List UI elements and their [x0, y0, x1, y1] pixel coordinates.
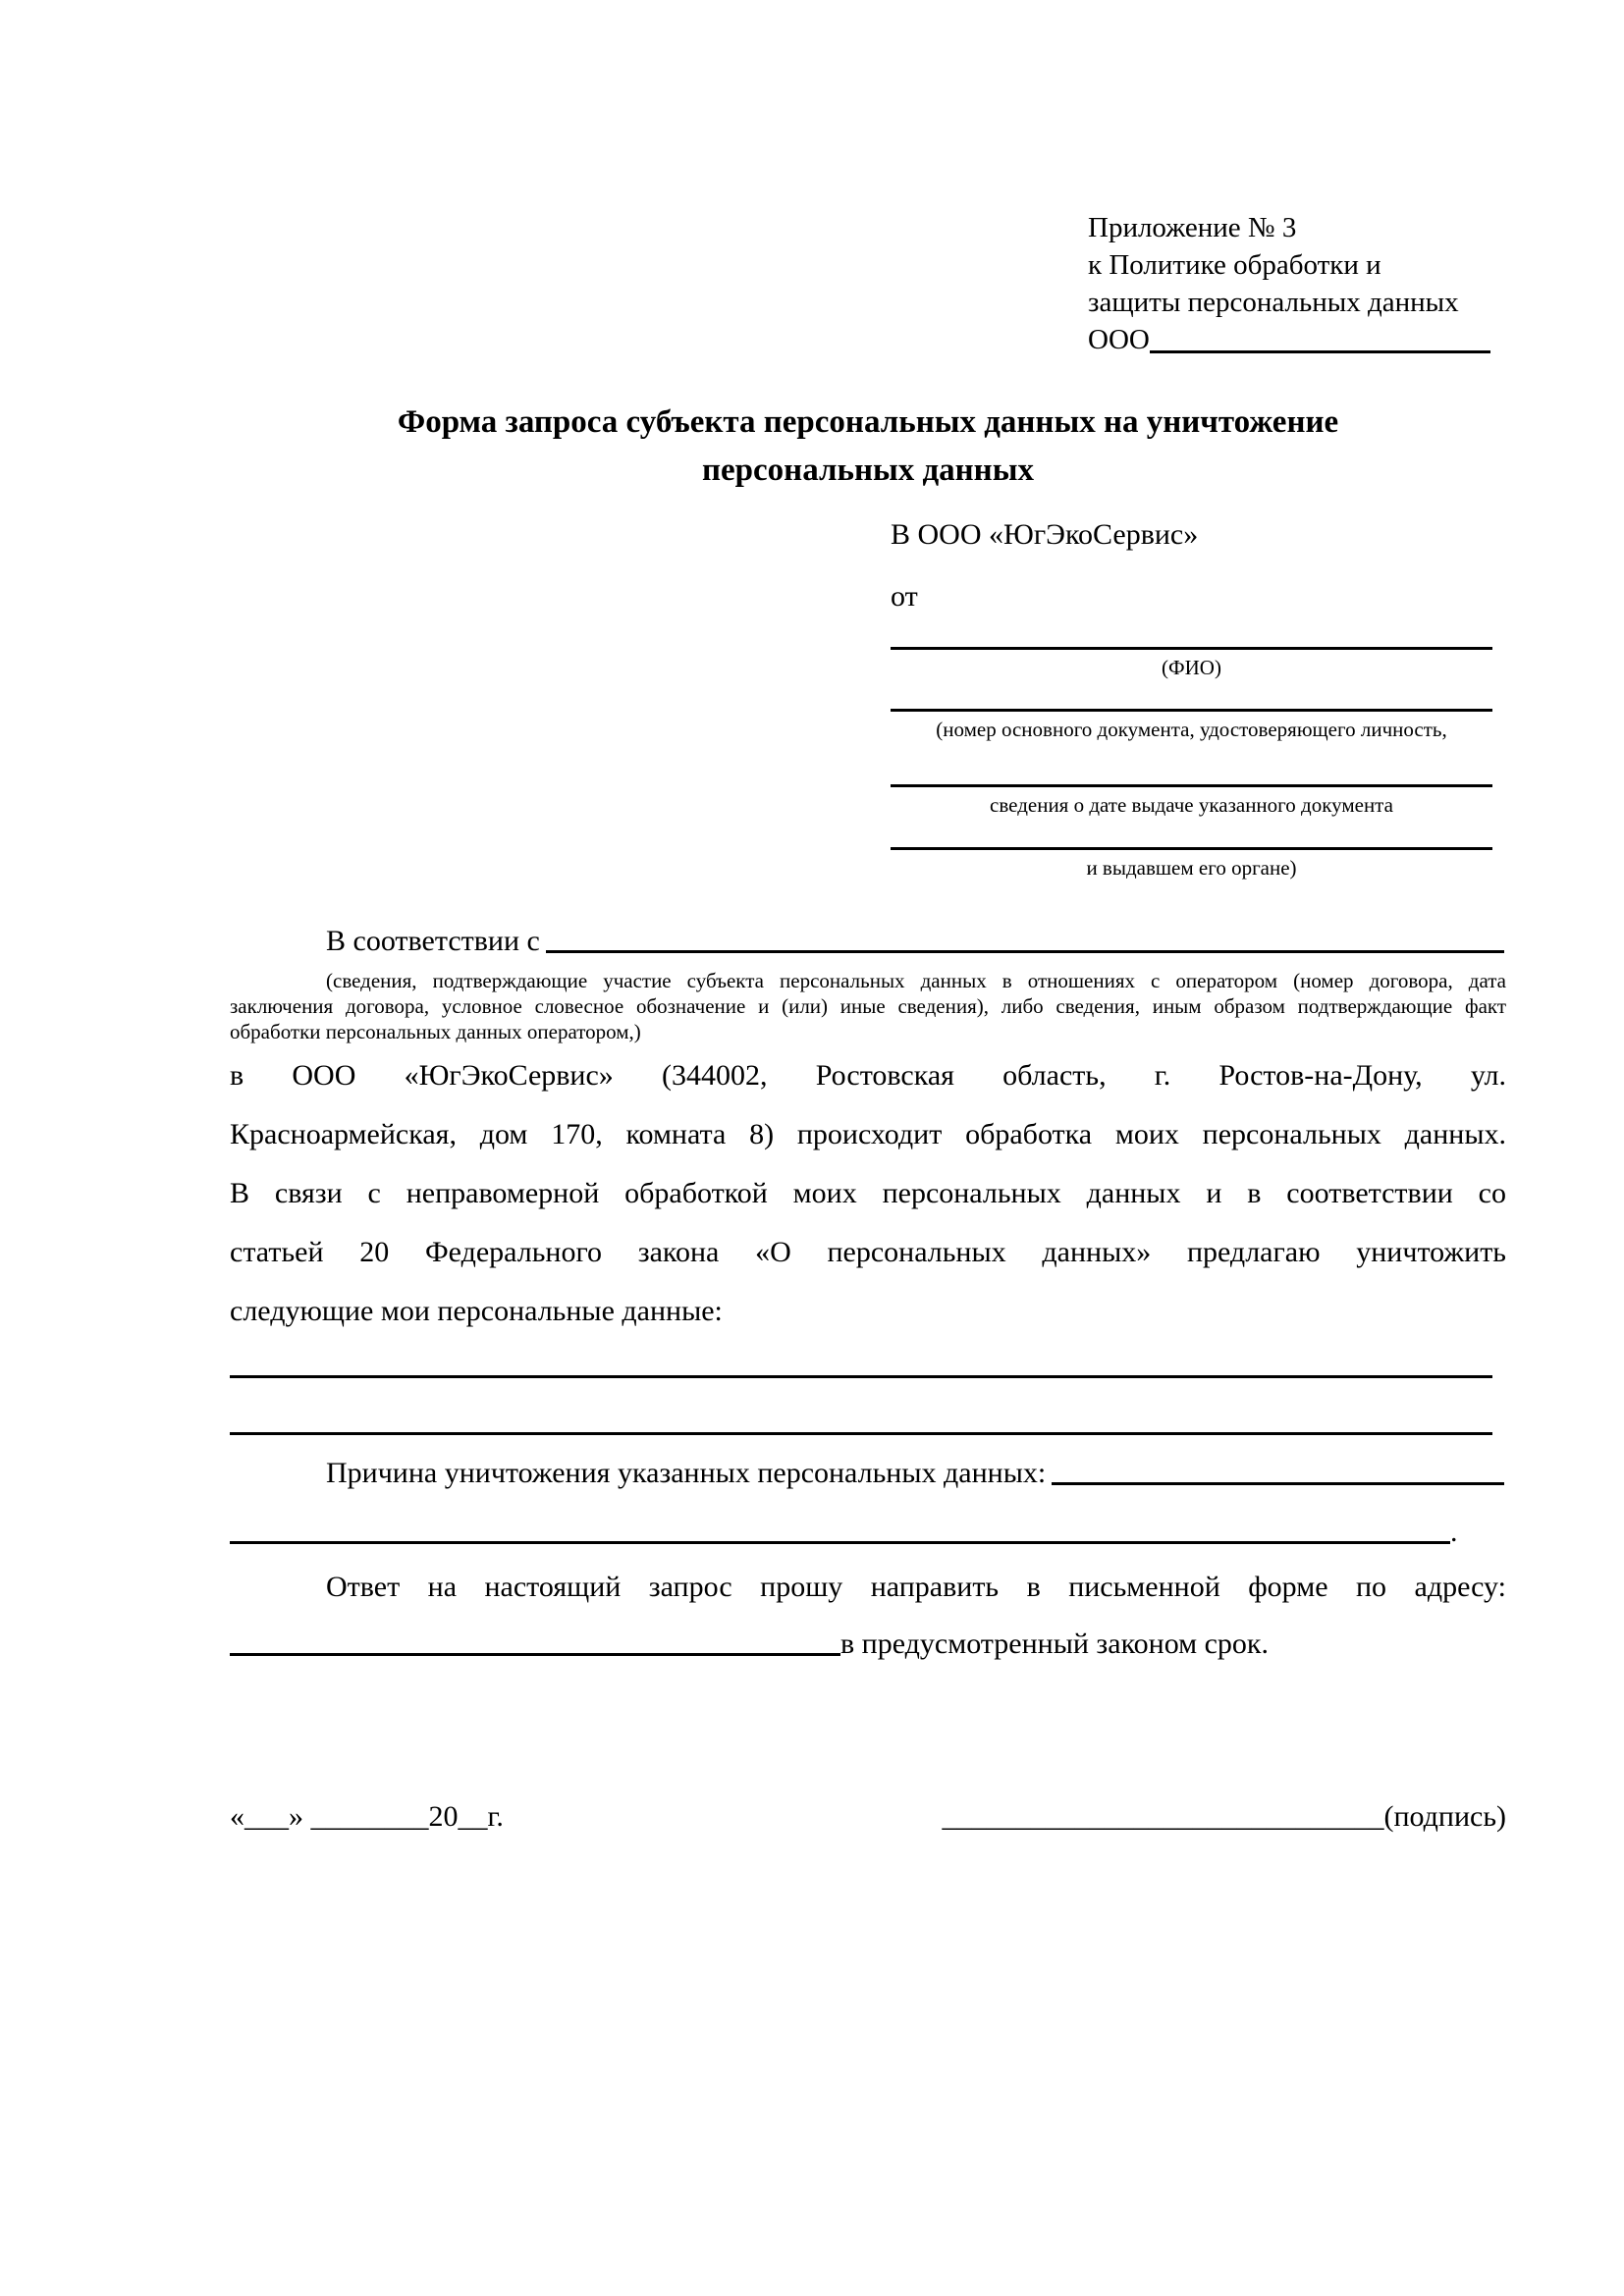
reason-row [230, 1457, 1504, 1490]
body-paragraph [230, 1046, 1506, 1341]
reason-continuation-line [230, 1541, 1450, 1544]
accordance-lead: В соответствии с [326, 925, 540, 957]
accordance-row [230, 925, 1504, 958]
signature-blank-line: ______________________________ [942, 1800, 1384, 1833]
form-caption-issuing-authority: и выдавшем его органе) [1086, 856, 1297, 880]
body-line-5: следующие мои персональные данные: [230, 1295, 723, 1327]
appendix-ooo-row [1088, 321, 1490, 358]
page-title-line-2: персональных данных [702, 453, 1034, 488]
accordance-note [230, 968, 1506, 1044]
recipient-company: В ООО «ЮгЭкоСервис» [891, 518, 1199, 551]
form-line-issuing-authority [891, 847, 1492, 850]
reply-request-suffix: в предусмотренный законом срок. [840, 1628, 1269, 1660]
data-blank-line-1 [230, 1375, 1492, 1378]
form-line-fio [891, 647, 1492, 650]
form-caption-document-number: (номер основного документа, удостоверяющего личность, [936, 718, 1447, 741]
reply-request-line-2 [230, 1628, 1506, 1661]
appendix-line-3: защиты персональных данных [1088, 287, 1459, 318]
date-blank: «___» ________20__г. [230, 1800, 504, 1833]
reply-request-line-1: Ответ на настоящий запрос прошу направить в письменной форме по адресу: [326, 1571, 1506, 1603]
appendix-block [1088, 209, 1490, 358]
form-line-document-number [891, 709, 1492, 712]
reply-address-blank-line [230, 1653, 840, 1656]
reason-label: Причина уничтожения указанных персональных данных: [326, 1457, 1047, 1489]
accordance-note-line-3: обработки персональных данных оператором,) [230, 1020, 641, 1043]
ooo-label: ООО [1088, 324, 1150, 355]
accordance-note-line-2: заключения договора, условное словесное обозначение и (или) иные сведения), либо сведения, иным образом подтверждающие факт [230, 994, 1506, 1018]
recipient-from-label: от [891, 580, 918, 613]
form-line-document-date [891, 784, 1492, 787]
accordance-note-line-1: (сведения, подтверждающие участие субъекта персональных данных в отношениях с оператором (номер договора, дата [326, 969, 1506, 992]
form-caption-fio: (ФИО) [1162, 656, 1221, 679]
body-line-4: статьей 20 Федерального закона «О персональных данных» предлагаю уничтожить [230, 1236, 1506, 1268]
body-line-2: Красноармейская, дом 170, комната 8) происходит обработка моих персональных данных. [230, 1118, 1506, 1150]
page-title-line-1: Форма запроса субъекта персональных данных на уничтожение [397, 404, 1339, 440]
appendix-line-2: к Политике обработки и [1088, 249, 1381, 281]
reason-period: . [1450, 1516, 1458, 1548]
accordance-blank-line [546, 950, 1504, 953]
body-line-1: в ООО «ЮгЭкоСервис» (344002, Ростовская область, г. Ростов-на-Дону, ул. [230, 1059, 1506, 1092]
signature-caption: (подпись) [1383, 1800, 1506, 1833]
reason-blank-line [1052, 1482, 1504, 1485]
footer-row [230, 1800, 1506, 1834]
reason-continuation-row [230, 1516, 1506, 1549]
form-caption-document-date: сведения о дате выдаче указанного документа [990, 793, 1393, 817]
data-blank-line-2 [230, 1432, 1492, 1435]
page-title [230, 399, 1506, 495]
body-line-3: В связи с неправомерной обработкой моих персональных данных и в соответствии со [230, 1177, 1506, 1209]
signature-group [942, 1800, 1506, 1834]
appendix-line-1: Приложение № 3 [1088, 212, 1297, 243]
ooo-blank-line [1150, 350, 1490, 353]
